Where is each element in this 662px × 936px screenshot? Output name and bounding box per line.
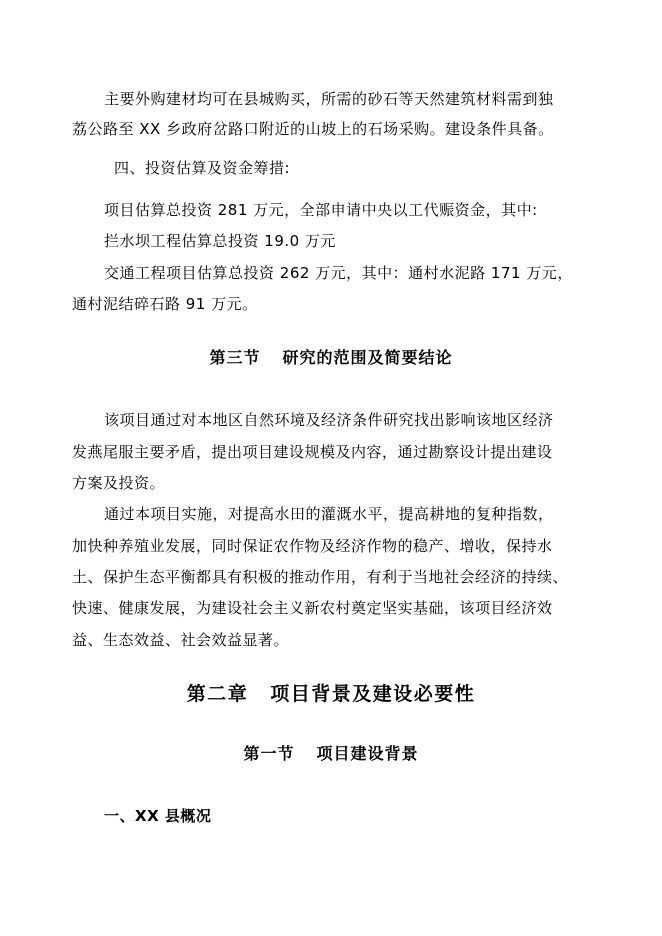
materials-line-1: 主要外购建材均可在县城购买，所需的砂石等天然建筑材料需到独 bbox=[104, 90, 554, 108]
section-3-para-1-line-1: 该项目通过对本地区自然环境及经济条件研究找出影响该地区经济 bbox=[104, 411, 554, 429]
section-3-para-2-line-2: 加快种养殖业发展，同时保证农作物及经济作物的稳产、增收，保持水 bbox=[72, 537, 553, 555]
section-3-para-2-line-5: 益、生态效益、社会效益显著。 bbox=[72, 631, 290, 649]
investment-line-1: 项目估算总投资 281 万元，全部申请中央以工代赈资金，其中: bbox=[104, 201, 538, 219]
section-3-para-1-line-2: 发燕尾服主要矛盾，提出项目建设规模及内容，通过勘察设计提出建设 bbox=[72, 443, 553, 461]
investment-line-4: 通村泥结碎石路 91 万元。 bbox=[72, 295, 258, 313]
materials-line-2: 荔公路至 XX 乡政府岔路口附近的山坡上的石场采购。建设条件具备。 bbox=[72, 120, 554, 138]
subsection-1-heading: 一、XX 县概况 bbox=[104, 807, 212, 825]
chapter-2-title: 项目背景及建设必要性 bbox=[270, 683, 476, 705]
chapter-2-section-1-number: 第一节 bbox=[243, 744, 295, 763]
section-3-heading bbox=[0, 347, 662, 369]
chapter-2-number: 第二章 bbox=[186, 683, 249, 705]
section-3-para-1-line-3: 方案及投资。 bbox=[72, 474, 166, 492]
section-3-para-2-line-3: 土、保护生态平衡都具有积极的推动作用，有利于当地社会经济的持续、 bbox=[72, 568, 569, 586]
investment-line-3: 交通工程项目估算总投资 262 万元，其中：通村水泥路 171 万元， bbox=[104, 264, 573, 282]
chapter-2-section-1-heading bbox=[0, 743, 662, 765]
section-3-para-2-line-1: 通过本项目实施，对提高水田的灌溉水平，提高耕地的复种指数， bbox=[104, 505, 554, 523]
section-3-number: 第三节 bbox=[209, 348, 261, 367]
investment-heading: 四、投资估算及资金筹措: bbox=[114, 159, 291, 177]
chapter-2-heading bbox=[0, 682, 662, 706]
investment-line-2: 拦水坝工程估算总投资 19.0 万元 bbox=[104, 232, 336, 250]
chapter-2-section-1-title: 项目建设背景 bbox=[316, 744, 419, 763]
section-3-para-2-line-4: 快速、健康发展，为建设社会主义新农村奠定坚实基础，该项目经济效 bbox=[72, 599, 553, 617]
section-3-title: 研究的范围及简要结论 bbox=[282, 348, 453, 367]
